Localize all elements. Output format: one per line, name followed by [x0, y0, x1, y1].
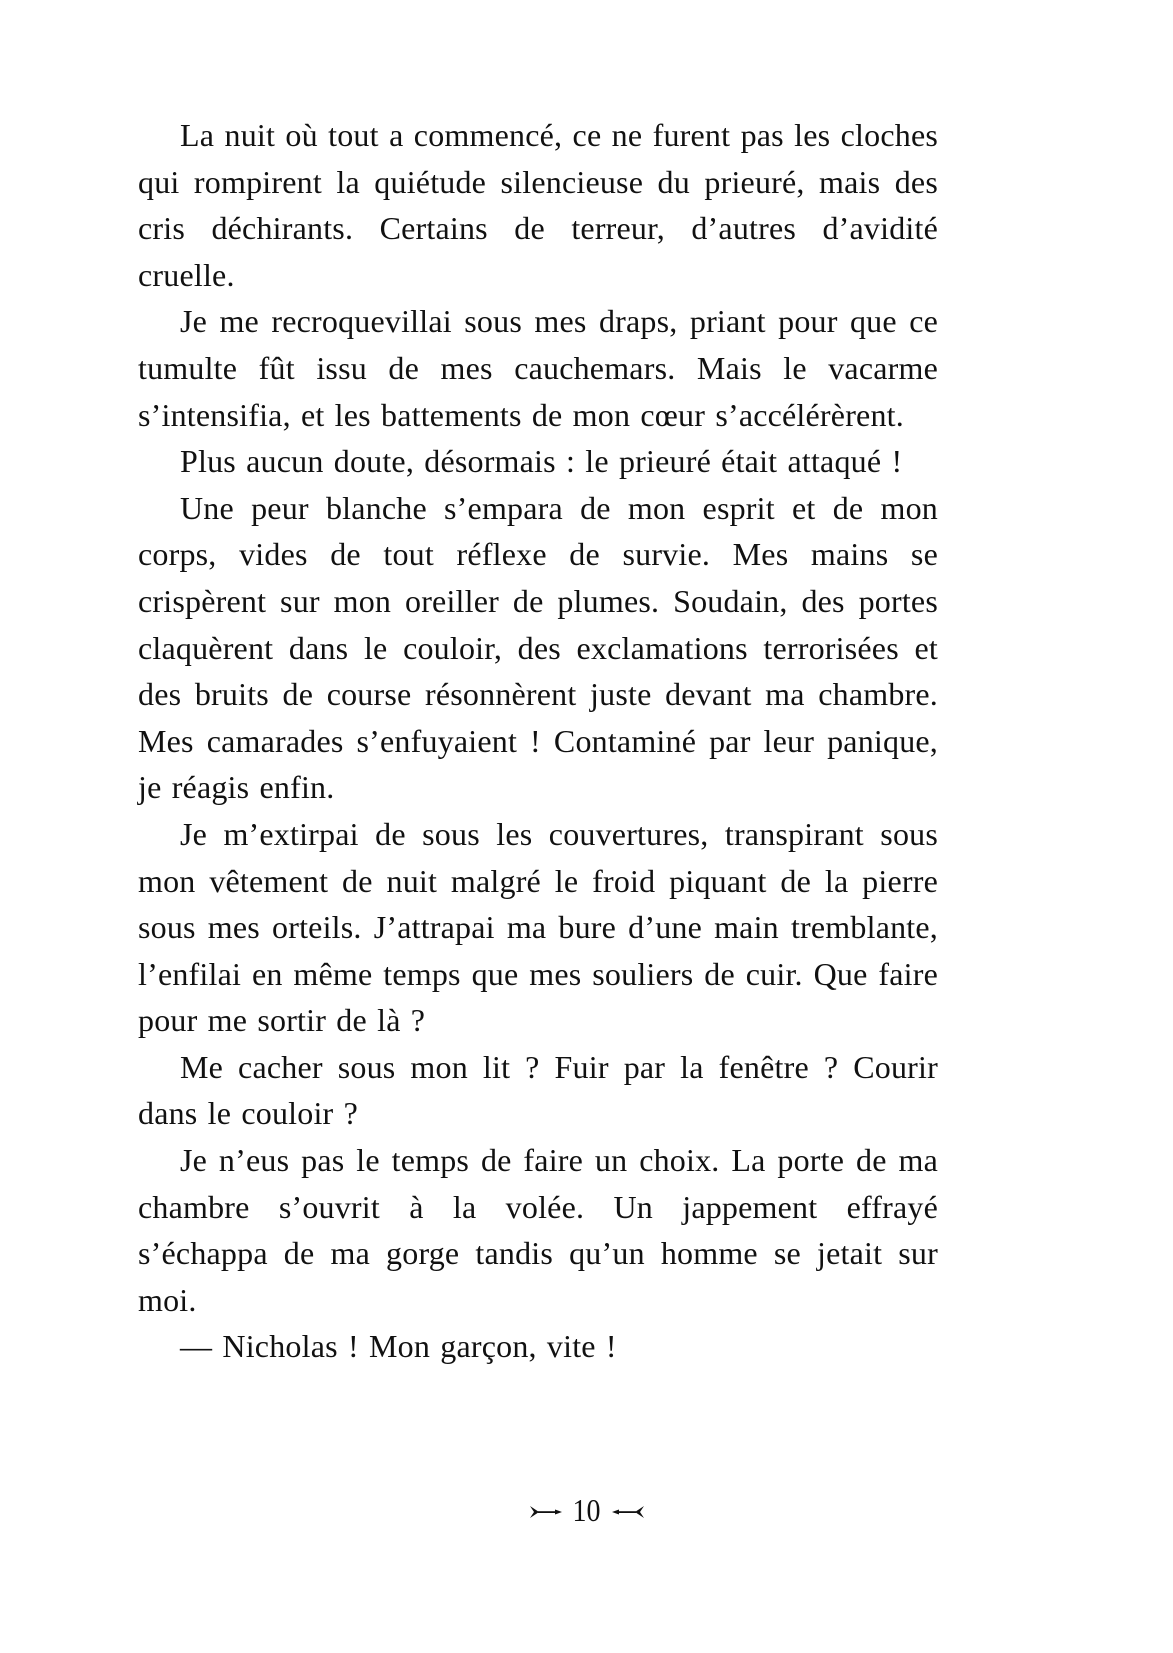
body-text — [138, 112, 938, 1370]
arrow-tail-left-icon — [611, 1505, 645, 1519]
paragraph: Je m’extirpai de sous les couvertures, transpirant sous mon vêtement de nuit malgré le froid piquant de la pierre sous mes orteils. J’attrapai ma bure d’une main tremblante, l’enfilai en même temps que mes souliers de cuir. Que faire pour me sortir de là ? — [138, 815, 938, 1039]
page-footer — [0, 1493, 1173, 1530]
paragraph: — Nicholas ! Mon garçon, vite ! — [180, 1328, 617, 1365]
paragraph: Je n’eus pas le temps de faire un choix. La porte de ma chambre s’ouvrit à la volée. Un jappement effrayé s’échappa de ma gorge tandis qu’un homme se jetait sur moi. — [138, 1142, 938, 1318]
paragraph: Me cacher sous mon lit ? Fuir par la fenêtre ? Courir dans le couloir ? — [138, 1048, 938, 1132]
arrow-tail-right-icon — [529, 1505, 563, 1519]
paragraph: Plus aucun doute, désormais : le prieuré était attaqué ! — [180, 443, 903, 480]
paragraph: Une peur blanche s’empara de mon esprit et de mon corps, vides de tout réflexe de survie. Mes mains se crispèrent sur mon oreiller de plumes. Soudain, des portes claquèrent dans le couloir, des exclamations terrorisées et des bruits de course résonnèrent juste devant ma chambre. Mes camarades s’enfuyaient ! Contaminé par leur panique, je réagis enfin. — [138, 489, 938, 806]
page-number: 10 — [572, 1493, 601, 1530]
paragraph: Je me recroquevillai sous mes draps, priant pour que ce tumulte fût issu de mes cauchemars. Mais le vacarme s’intensifia, et les battements de mon cœur s’accélérèrent. — [138, 303, 938, 433]
paragraph: La nuit où tout a commencé, ce ne furent pas les cloches qui rompirent la quiétude silencieuse du prieuré, mais des cris déchirants. Certains de terreur, d’autres d’avidité cruelle. — [138, 117, 938, 293]
